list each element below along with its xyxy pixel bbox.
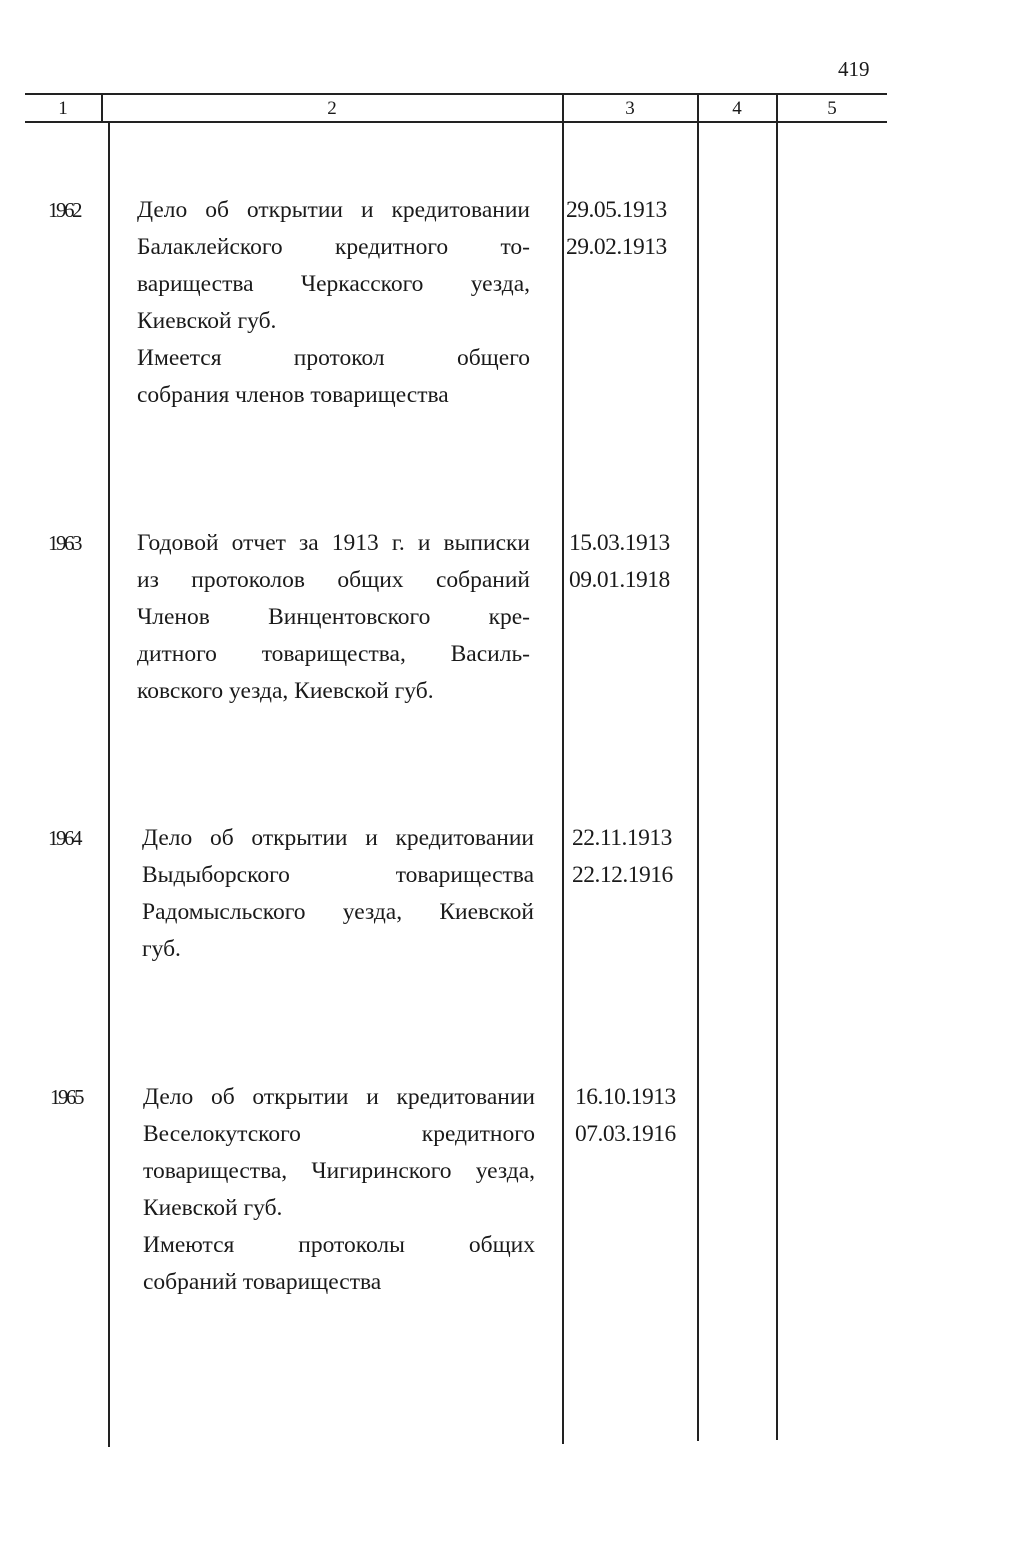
column-header-3: 3 (625, 98, 635, 119)
column-divider-4 (776, 94, 778, 1440)
description-line: губ. (142, 936, 181, 962)
description-line: собрания членов товарищества (137, 382, 449, 408)
end-date: 07.03.1916 (575, 1121, 676, 1147)
description-line: товарищества, Чигиринского уезда, (143, 1158, 535, 1184)
description-line: Балаклейского кредитного то- (137, 234, 530, 260)
record-description (137, 525, 530, 710)
description-line: варищества Черкасского уезда, (137, 271, 530, 297)
description-line: Выдыборского товарищества (142, 862, 534, 888)
record-number: 1963 (48, 531, 80, 555)
description-line: Дело об открытии и кредитовании (137, 197, 530, 223)
record-number: 1962 (48, 198, 80, 222)
column-header-1: 1 (58, 98, 68, 119)
column-header-4: 4 (732, 98, 742, 119)
column-header-2: 2 (327, 98, 337, 119)
column-header-5: 5 (827, 98, 837, 119)
record-description (142, 820, 534, 968)
record-description (137, 192, 530, 414)
description-line: Членов Винцентовского кре- (137, 604, 530, 630)
description-line: Киевской губ. (143, 1195, 283, 1221)
table-top-rule (25, 93, 887, 95)
start-date: 29.05.1913 (566, 197, 667, 223)
record-dates (572, 820, 673, 894)
description-line: из протоколов общих собраний (137, 567, 530, 593)
start-date: 16.10.1913 (575, 1084, 676, 1110)
record-number: 1964 (48, 826, 80, 850)
description-line: дитного товарищества, Василь- (137, 641, 530, 667)
description-line: Годовой отчет за 1913 г. и выписки (137, 530, 530, 556)
start-date: 15.03.1913 (569, 530, 670, 556)
record-number: 1965 (50, 1085, 82, 1109)
column-divider-2 (562, 94, 564, 1444)
record-dates (569, 525, 670, 599)
record-dates (566, 192, 667, 266)
description-line: Киевской губ. (137, 308, 277, 334)
page-number: 419 (838, 57, 870, 81)
description-line: Радомысльского уезда, Киевской (142, 899, 534, 925)
record-description (143, 1079, 535, 1301)
description-line: собраний товарищества (143, 1269, 382, 1295)
column-divider-1-body (108, 122, 110, 1447)
column-divider-3 (697, 94, 699, 1441)
end-date: 29.02.1913 (566, 234, 667, 260)
table-header-rule (25, 121, 887, 123)
start-date: 22.11.1913 (572, 825, 672, 851)
end-date: 09.01.1918 (569, 567, 670, 593)
description-line: Дело об открытии и кредитовании (142, 825, 534, 851)
description-line: Имеется протокол общего (137, 345, 530, 371)
description-line: ковского уезда, Киевской губ. (137, 678, 434, 704)
end-date: 22.12.1916 (572, 862, 673, 888)
record-dates (575, 1079, 676, 1153)
description-line: Веселокутского кредитного (143, 1121, 535, 1147)
description-line: Дело об открытии и кредитовании (143, 1084, 535, 1110)
description-line: Имеются протоколы общих (143, 1232, 535, 1258)
